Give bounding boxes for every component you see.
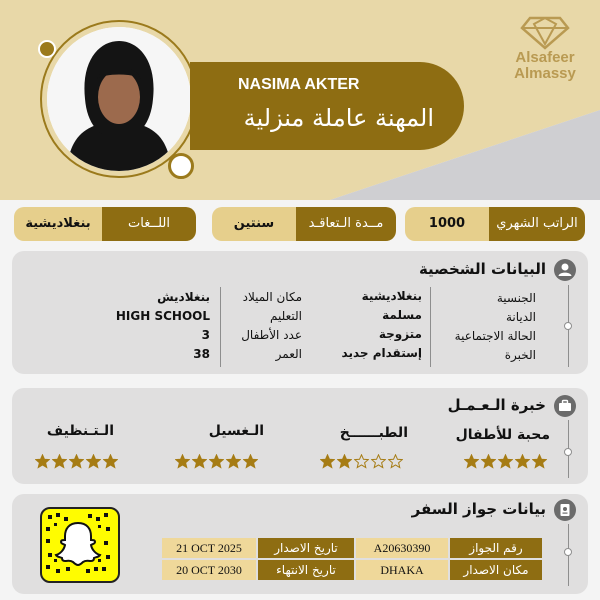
label-nationality: الجنسية [496, 291, 536, 305]
languages-value: بنغلاديشية [25, 216, 91, 231]
column-divider [430, 287, 431, 367]
star-empty-icon [354, 454, 369, 469]
expiry-date-label: تاريخ الانتهاء [258, 560, 354, 580]
star-filled-icon [69, 454, 84, 469]
logo-line-2: Almassy [514, 65, 576, 82]
value-marital-status: متزوجة [378, 327, 422, 341]
company-logo [500, 14, 590, 82]
salary-value: 1000 [428, 216, 466, 231]
value-education: HIGH SCHOOL [115, 309, 210, 323]
star-filled-icon [464, 454, 479, 469]
skill-label-cleaning: الـتـنظيف [46, 423, 114, 439]
passport-number-label: رقم الجواز [450, 538, 542, 558]
label-education: التعليم [270, 309, 302, 323]
value-nationality: بنغلاديشية [361, 289, 422, 303]
briefcase-icon [554, 395, 576, 417]
star-filled-icon [86, 454, 101, 469]
rating-washing [175, 454, 258, 469]
ring-dot [168, 153, 194, 179]
issue-place-label: مكان الاصدار [450, 560, 542, 580]
star-filled-icon [515, 454, 530, 469]
value-children: 3 [201, 328, 210, 342]
work-experience-panel [12, 388, 588, 484]
rating-childcare [464, 454, 547, 469]
passport-number-value: A20630390 [356, 538, 448, 558]
value-birthplace: بنغلاديش [157, 290, 210, 304]
star-filled-icon [226, 454, 241, 469]
label-birthplace: مكان الميلاد [242, 290, 302, 304]
personal-info-title: البيانات الشخصية [418, 260, 546, 278]
label-age: العمر [275, 347, 302, 361]
salary-label: الراتب الشهري [489, 207, 585, 241]
issue-date-label: تاريخ الاصدار [258, 538, 354, 558]
star-filled-icon [532, 454, 547, 469]
snapchat-qr-icon[interactable] [40, 507, 120, 583]
diamond-logo-icon [520, 14, 570, 50]
star-filled-icon [175, 454, 190, 469]
label-marital-status: الحالة الاجتماعية [454, 329, 536, 343]
timeline-dot [564, 322, 572, 330]
star-empty-icon [388, 454, 403, 469]
contract-value: سنتين [233, 216, 275, 231]
star-filled-icon [243, 454, 258, 469]
skill-label-childcare: محبة للأطفال [455, 427, 550, 443]
ring-dot [38, 40, 56, 58]
languages-label: اللــغات [102, 207, 196, 241]
work-experience-title: خبرة الـعـمـل [447, 396, 546, 414]
passport-title: بيانات جواز السفر [411, 500, 546, 518]
logo-line-1: Alsafeer [515, 49, 575, 66]
candidate-name: NASIMA AKTER [238, 76, 360, 93]
star-filled-icon [103, 454, 118, 469]
skill-label-washing: الـغسيل [208, 423, 264, 439]
issue-place-value: DHAKA [356, 560, 448, 580]
column-divider [220, 287, 221, 367]
expiry-date-value: 20 OCT 2030 [162, 560, 256, 580]
value-experience: إستقدام جديد [341, 346, 422, 360]
rating-cleaning [35, 454, 118, 469]
label-experience: الخبرة [504, 348, 536, 362]
contract-label: مــدة الـتعاقـد [296, 207, 396, 241]
passport-icon [554, 499, 576, 521]
user-icon [554, 259, 576, 281]
personal-info-panel [12, 251, 588, 374]
contract-pill [212, 207, 396, 241]
star-empty-icon [371, 454, 386, 469]
star-filled-icon [498, 454, 513, 469]
job-title: المهنة عاملة منزلية [243, 104, 434, 132]
timeline-dot [564, 448, 572, 456]
star-filled-icon [320, 454, 335, 469]
profile-photo [47, 27, 191, 171]
star-filled-icon [337, 454, 352, 469]
name-banner [190, 62, 464, 150]
salary-pill [405, 207, 585, 241]
label-children: عدد الأطفال [241, 328, 302, 342]
rating-cooking [320, 454, 403, 469]
label-religion: الديانة [505, 310, 536, 324]
issue-date-value: 21 OCT 2025 [162, 538, 256, 558]
star-filled-icon [209, 454, 224, 469]
star-filled-icon [481, 454, 496, 469]
skill-label-cooking: الطبــــــخ [339, 425, 408, 441]
languages-pill [14, 207, 196, 241]
value-religion: مسلمة [382, 308, 422, 322]
timeline-dot [564, 548, 572, 556]
star-filled-icon [35, 454, 50, 469]
value-age: 38 [193, 347, 210, 361]
star-filled-icon [192, 454, 207, 469]
star-filled-icon [52, 454, 67, 469]
